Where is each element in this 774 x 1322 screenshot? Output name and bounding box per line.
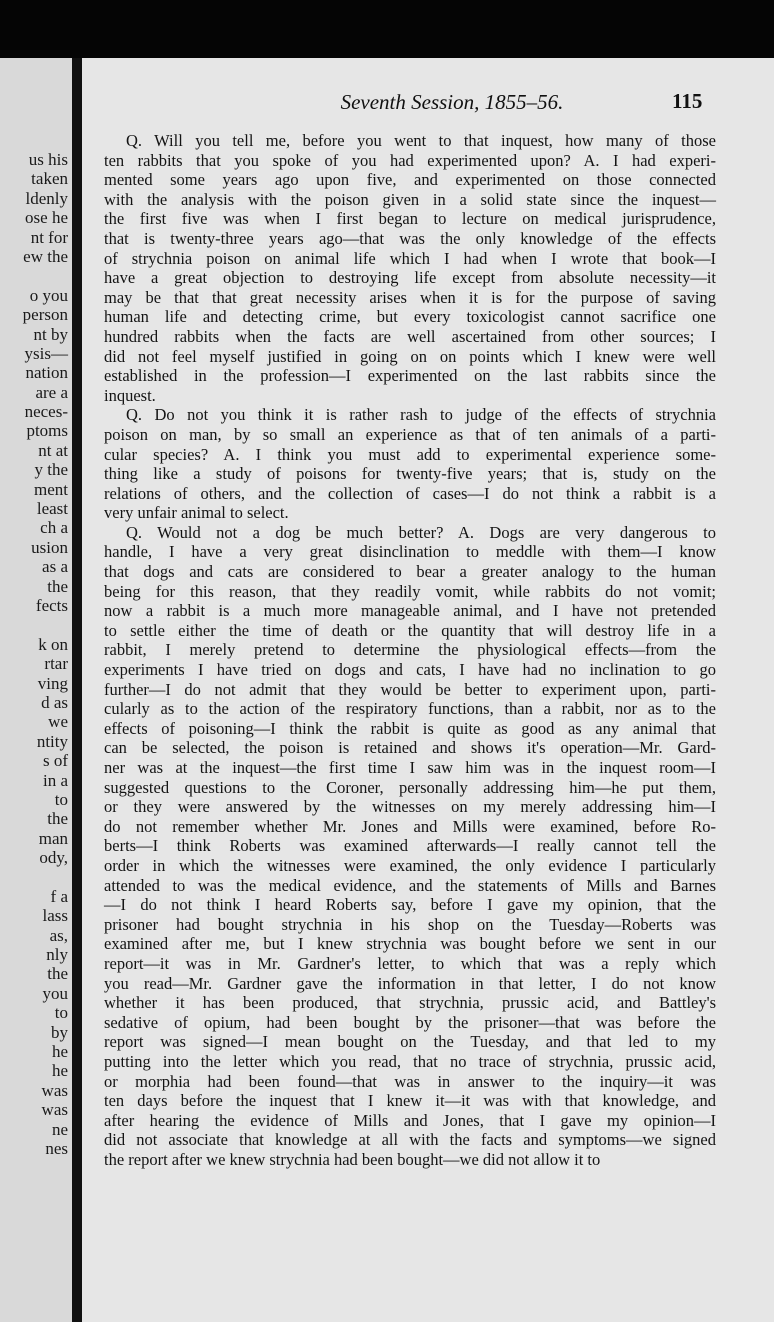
text-line: attended to was the medical evidence, and the statements of Mills and Barnes [104,875,716,895]
text-line: mented some years ago upon five, and experimented on those connected [104,170,716,190]
facing-page-fragment: ving [37,673,68,693]
facing-page-fragment: the [47,809,68,829]
text-line: did not feel myself justified in going on on points which I knew were well [104,346,716,366]
text-line: berts—I think Roberts was examined afterwards—I really cannot tell the [104,836,716,856]
text-line: or they were answered by the witnesses on my merely addressing him—I [104,797,716,817]
facing-page-edge [0,58,72,1322]
text-line: very unfair animal to select. [104,503,289,523]
facing-page-fragment: fects [35,595,68,615]
facing-page-fragment: nes [45,1138,68,1158]
facing-page-fragment: are a [35,382,68,402]
text-line: examined after me, but I knew strychnia was bought before we sent in our [104,934,716,954]
facing-page-fragment: ldenly [25,188,68,208]
text-line: being for this reason, that they readily vomit, while rabbits do not vomit; [104,581,716,601]
facing-page-fragment: he [51,1041,68,1061]
text-line: ner was at the inquest—the first time I saw him was in the inquest room—I [104,758,716,777]
facing-page-fragment: we [48,712,68,732]
text-line: that dogs and cats are considered to bear a greater analogy to the human [104,562,716,582]
facing-page-fragment: to [54,1003,68,1023]
text-line: hundred rabbits when the facts are well ascertained from other sources; I [104,326,716,346]
facing-page-fragment: you [42,983,68,1003]
text-line: further—I do not admit that they would be better to experiment upon, parti- [104,679,716,699]
text-line: thing like a study of poisons for twenty-five years; that is, study on the [104,464,716,484]
facing-page-fragment: ch a [40,518,68,538]
facing-page-fragment: as a [42,557,68,577]
facing-page-fragment: least [36,499,68,519]
facing-page-fragment: ment [34,479,68,499]
text-line: order in which the witnesses were examined, the only evidence I particularly [104,855,716,875]
body-text [104,131,716,1169]
text-line: sedative of opium, had been bought by the prisoner—that was before the [104,1012,716,1032]
text-line: Q. Do not you think it is rather rash to judge of the effects of strychnia [126,405,716,425]
text-line: experiments I have tried on dogs and cats, I have had no inclination to go [104,660,716,680]
facing-page-fragment: usion [31,537,68,557]
scan-top-border [0,0,774,58]
text-line: relations of others, and the collection of cases—I do not think a rabbit is a [104,483,716,503]
facing-page-fragment: nt by [33,324,68,344]
text-line: have a great objection to destroying life except from absolute necessity—it [104,268,716,288]
text-line: Q. Will you tell me, before you went to that inquest, how many of those [126,131,716,150]
facing-page-fragment: o you [29,285,68,305]
facing-page-fragment: rtar [44,654,68,674]
facing-page-fragment: ysis— [24,343,68,363]
text-line: handle, I have a very great disinclination to meddle with them—I know [104,542,716,562]
text-line: cularly as to the action of the respiratory functions, than a rabbit, nor as to the [104,699,716,719]
facing-page-fragment [0,615,68,634]
facing-page-fragment: ew the [23,246,68,266]
facing-page-fragment: s of [42,751,68,771]
text-line: ten days before the inquest that I knew it—it was with that knowledge, and [104,1091,716,1111]
text-line: report was signed—I mean bought on the Tuesday, and that led to my [104,1032,716,1052]
text-line: poison on man, by so small an experience as that of ten animals of a parti- [104,424,716,444]
facing-page-fragment: nly [46,945,68,965]
facing-page-fragment: nt at [38,440,68,460]
facing-page-fragment: k on [38,634,68,654]
text-line: to settle either the time of death or the quantity that will destroy life in a [104,620,716,640]
text-line: or morphia had been found—that was in answer to the inquiry—it was [104,1071,716,1091]
text-line: you read—Mr. Gardner gave the information in that letter, I do not know [104,973,716,993]
facing-page-fragment: us his [28,150,68,169]
text-line: with the analysis with the poison given in a solid state since the inquest— [104,189,716,209]
text-line: inquest. [104,385,156,405]
facing-page-fragment: ose he [25,208,68,228]
paragraph [104,523,716,1170]
text-line: ten rabbits that you spoke of you had experimented upon? A. I had experi- [104,150,716,170]
facing-page-fragment: ptoms [26,421,68,441]
text-line: prisoner had bought strychnia in his shop on the Tuesday—Roberts was [104,914,716,934]
facing-page-fragment: ody, [39,848,68,868]
text-line: of strychnia poison on animal life which I had when I wrote that book—I [104,248,716,268]
text-line: that is twenty-three years ago—that was the only knowledge of the effects [104,228,716,248]
facing-page-fragment: neces- [24,402,68,422]
text-line: rabbit, I merely pretend to determine the physiological effects—from the [104,640,716,660]
text-line: human life and detecting crime, but every toxicologist cannot sacrifice one [104,307,716,327]
text-line: effects of poisoning—I think the rabbit is quite as good as any animal that [104,718,716,738]
facing-page-fragment [0,867,68,886]
facing-page-fragment: the [47,576,68,596]
facing-page-fragment: in a [42,770,68,790]
facing-page-fragment: person [22,305,68,325]
text-line: report—it was in Mr. Gardner's letter, to which that was a reply which [104,953,716,973]
facing-page-fragment: the [47,964,68,984]
text-line: whether it has been produced, that strychnia, prussic acid, and Battley's [104,993,716,1013]
facing-page-fragment: lass [42,906,68,926]
text-line: can be selected, the poison is retained and shows it's operation—Mr. Gard- [104,738,716,758]
text-line: do not remember whether Mr. Jones and Mills were examined, before Ro- [104,816,716,836]
facing-page-fragment: nt for [30,227,68,247]
text-line: established in the profession—I experimented on the last rabbits since the [104,366,716,386]
facing-page-fragment: f a [50,886,68,906]
page-number: 115 [672,89,703,113]
facing-page-fragment: d as [41,692,68,712]
facing-page-fragment: taken [31,169,68,189]
text-line: now a rabbit is a much more manageable animal, and I have not pretended [104,601,716,621]
text-line: the report after we knew strychnia had been bought—we did not allow it to [104,1149,601,1169]
running-head: Seventh Session, 1855–56. [340,90,564,114]
book-page [82,58,774,1322]
text-line: —I do not think I heard Roberts say, before I gave my opinion, that the [104,895,716,915]
paragraph [104,131,716,405]
text-line: putting into the letter which you read, that no trace of strychnia, prussic acid, [104,1051,716,1071]
facing-page-fragment [0,266,68,285]
text-line: cular species? A. I think you must add to experimental experience some- [104,444,716,464]
facing-page-fragment: ne [51,1119,68,1139]
facing-page-fragment: to [54,789,68,809]
facing-page-fragment: by [51,1022,68,1042]
facing-page-fragment: was [41,1100,68,1120]
text-line: the first five was when I first began to lecture on medical jurisprudence, [104,209,716,229]
facing-page-fragment: ntity [36,731,68,751]
facing-page-fragment: man [38,828,68,848]
paragraph [104,405,716,523]
book-gutter [72,58,82,1322]
facing-page-text-fragments [0,150,68,1158]
facing-page-fragment: he [51,1061,68,1081]
text-line: after hearing the evidence of Mills and Jones, that I gave my opinion—I [104,1110,716,1130]
text-line: may be that that great necessity arises when it is for the purpose of saving [104,287,716,307]
text-line: suggested questions to the Coroner, personally addressing him—he put them, [104,777,716,797]
facing-page-fragment: as, [49,925,68,945]
facing-page-fragment: nation [25,363,68,383]
text-line: did not associate that knowledge at all with the facts and symptoms—we signed [104,1130,716,1150]
facing-page-fragment: was [41,1080,68,1100]
facing-page-fragment: y the [34,460,68,480]
text-line: Q. Would not a dog be much better? A. Dogs are very dangerous to [126,522,716,542]
